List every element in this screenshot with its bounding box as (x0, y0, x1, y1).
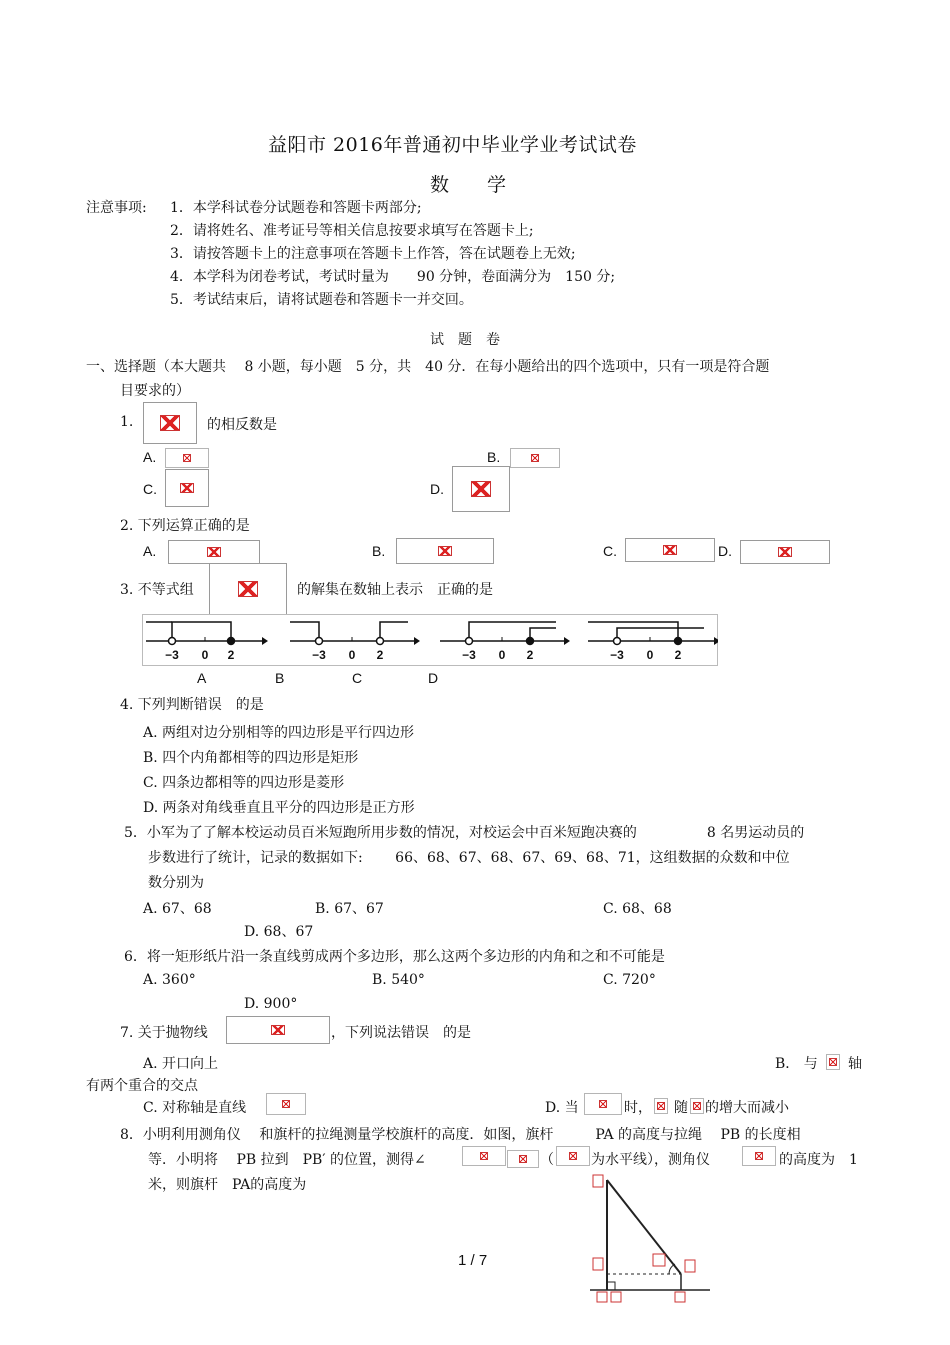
q7-option-b-suffix: 轴 (848, 1056, 862, 1072)
q5-option-b: B. 67、67 (315, 901, 384, 917)
right-angle-mark (607, 1282, 615, 1290)
q6-option-b: B. 540° (372, 972, 425, 988)
notice-item-1: 1．本学科试卷分试题卷和答题卡两部分; (170, 200, 422, 216)
q7-option-d-mid2: 随 (674, 1100, 688, 1116)
notice-label: 注意事项: (86, 200, 147, 216)
q2-option-c: C. (603, 543, 617, 559)
open-point (614, 638, 621, 645)
q2-option-d-image (740, 540, 830, 564)
q1-option-d-image (452, 466, 510, 512)
q7-option-d-image-2 (654, 1098, 668, 1114)
q8-angle-image-1 (462, 1146, 506, 1166)
q4-option-b: B. 四个内角都相等的四边形是矩形 (143, 750, 359, 766)
q5-line-2: 步数进行了统计，记录的数据如下: 66、68、67、68、67、69、68、71，这组数据的众数和中位 (148, 850, 790, 866)
solution-bracket (172, 622, 231, 641)
q2-text: 2. 下列运算正确的是 (120, 518, 250, 534)
q2-option-b: B. (372, 543, 386, 559)
solution-ray-1 (469, 622, 556, 641)
q4-text: 4. 下列判断错误 的是 (120, 697, 264, 713)
q3-label-d: D (428, 670, 439, 686)
q6-text: 6．将一矩形纸片沿一条直线剪成两个多边形，那么这两个多边形的内角和之和不可能是 (124, 949, 665, 965)
q4-option-c: C. 四条边都相等的四边形是菱形 (143, 775, 345, 791)
notice-item-4: 4．本学科为闭卷考试，考试时量为 90 分钟，卷面满分为 150 分; (170, 269, 616, 285)
point-label-image-4 (597, 1292, 607, 1302)
q1-option-d: D. (430, 481, 444, 497)
end-point (228, 638, 235, 645)
q7-option-c-image (266, 1093, 306, 1115)
tick-label: 0 (201, 648, 209, 662)
q8-line-2d: 的高度为 1 (779, 1152, 858, 1168)
tick-label: 0 (498, 648, 506, 662)
q3-label-a: A (197, 670, 207, 686)
q7-option-b-prefix: B． 与 (775, 1056, 818, 1072)
q6-option-c: C. 720° (603, 972, 656, 988)
q7-option-d-mid3: 的增大而减小 (705, 1100, 789, 1116)
axis-arrow (564, 637, 570, 645)
part1-heading-cont: 目要求的） (120, 383, 190, 399)
solution-ray-left (290, 622, 319, 641)
q5-option-d: D. 68、67 (244, 924, 314, 940)
point-label-image-6 (675, 1292, 685, 1302)
open-point (316, 638, 323, 645)
tick-label: 2 (376, 648, 384, 662)
q8-line-3: 米，则旗杆 PA的高度为 (148, 1177, 307, 1193)
q1-option-a-image (165, 448, 209, 468)
q1-option-b: B. (487, 449, 501, 465)
point-label-image-3 (685, 1260, 695, 1272)
tick-label: −3 (165, 648, 179, 662)
q2-option-d: D. (718, 543, 732, 559)
q2-option-a-image (168, 540, 260, 564)
q7-option-c: C. 对称轴是直线 (143, 1100, 247, 1116)
q2-option-b-image (396, 538, 494, 564)
q3-label-c: C (352, 670, 363, 686)
q2-option-a: A. (143, 543, 157, 559)
axis-arrow (262, 637, 268, 645)
section-label: 试 题 卷 (430, 332, 500, 348)
notice-item-5: 5．考试结束后，请将试题卷和答题卡一并交回。 (170, 292, 473, 308)
q1-option-c: C. (143, 481, 157, 497)
end-point (377, 638, 384, 645)
tick-label: 2 (526, 648, 534, 662)
part1-heading: 一、选择题（本大题共 8 小题，每小题 5 分，共 40 分．在每小题给出的四个选项中，只有一项是符合题 (86, 359, 770, 375)
q8-angle-image-2 (507, 1150, 539, 1168)
q1-option-b-image (510, 448, 560, 468)
q8-instrument-image (742, 1146, 776, 1166)
q8-flagpole-figure (585, 1170, 715, 1305)
q1-option-c-image (165, 469, 209, 507)
q7-parabola-image (226, 1016, 330, 1044)
q3-label-b: B (275, 670, 285, 686)
q8-line-image (556, 1146, 590, 1166)
point-label-image-1 (593, 1258, 603, 1270)
q3-system-image (209, 563, 287, 615)
tick-label: −3 (610, 648, 624, 662)
solution-ray-right (380, 622, 408, 641)
q5-line-1: 5．小军为了了解本校运动员百米短跑所用步数的情况，对校运会中百米短跑决赛的 8 名男运动员的 (124, 825, 805, 841)
q6-option-a: A. 360° (143, 972, 196, 988)
q7-text: ，下列说法错误 的是 (331, 1025, 471, 1041)
q1-formula-image (143, 402, 197, 444)
subject-title: 数 学 (430, 174, 507, 196)
open-point (466, 638, 473, 645)
q8-line-1: 8．小明利用测角仪 和旗杆的拉绳测量学校旗杆的高度．如图，旗杆 PA 的高度与拉绳 PB 的长度相 (120, 1127, 801, 1143)
tick-label: −3 (462, 648, 476, 662)
rope-line (607, 1180, 681, 1274)
q7-option-d-image-1 (584, 1093, 622, 1115)
q7-number: 7. 关于抛物线 (120, 1025, 208, 1041)
q4-option-d: D. 两条对角线垂直且平分的四边形是正方形 (143, 800, 415, 816)
q8-line-2a: 等．小明将 PB 拉到 PB′ 的位置，测得∠ (148, 1152, 426, 1168)
point-p-label-image (593, 1175, 603, 1187)
q7-option-d-mid1: 时， (624, 1100, 652, 1116)
q5-option-a: A. 67、68 (143, 901, 212, 917)
q2-option-c-image (625, 538, 715, 562)
tick-label: 2 (227, 648, 235, 662)
solution-ray-1 (588, 622, 678, 641)
page-number: 1 / 7 (458, 1252, 488, 1269)
end-point (675, 638, 682, 645)
q7-option-d-image-3 (690, 1098, 704, 1114)
solution-ray-2 (530, 628, 556, 641)
q7-option-d-prefix: D. 当 (545, 1100, 579, 1116)
tick-label: 0 (646, 648, 654, 662)
q5-line-3: 数分别为 (148, 875, 204, 891)
q6-option-d: D. 900° (244, 996, 298, 1012)
tick-label: −3 (312, 648, 326, 662)
q4-option-a: A. 两组对边分别相等的四边形是平行四边形 (143, 725, 415, 741)
q7-option-b-line2: 有两个重合的交点 (86, 1078, 198, 1094)
exam-title: 益阳市 2016年普通初中毕业学业考试试卷 (268, 134, 637, 156)
point-label-image-5 (611, 1292, 621, 1302)
notice-item-2: 2．请将姓名、准考证号等相关信息按要求填写在答题卡上; (170, 223, 534, 239)
q8-line-2b: （ (540, 1152, 554, 1168)
q1-option-a: A. (143, 449, 157, 465)
end-point (527, 638, 534, 645)
q1-number: 1. (120, 414, 134, 430)
tick-label: 0 (348, 648, 356, 662)
q7-option-b-image (826, 1054, 840, 1070)
q3-number-lines (142, 614, 718, 666)
notice-item-3: 3．请按答题卡上的注意事项在答题卡上作答，答在试题卷上无效; (170, 246, 576, 262)
q7-option-a: A. 开口向上 (143, 1056, 219, 1072)
q3-text: 的解集在数轴上表示 正确的是 (297, 582, 493, 598)
axis-arrow (414, 637, 420, 645)
tick-label: 2 (674, 648, 682, 662)
open-point (169, 638, 176, 645)
q1-text: 的相反数是 (207, 417, 277, 433)
q8-line-2c: 为水平线），测角仪 (591, 1152, 710, 1168)
q3-number: 3. 不等式组 (120, 582, 194, 598)
q5-option-c: C. 68、68 (603, 901, 672, 917)
solution-ray-2 (617, 628, 704, 641)
point-label-image-2 (653, 1254, 665, 1266)
